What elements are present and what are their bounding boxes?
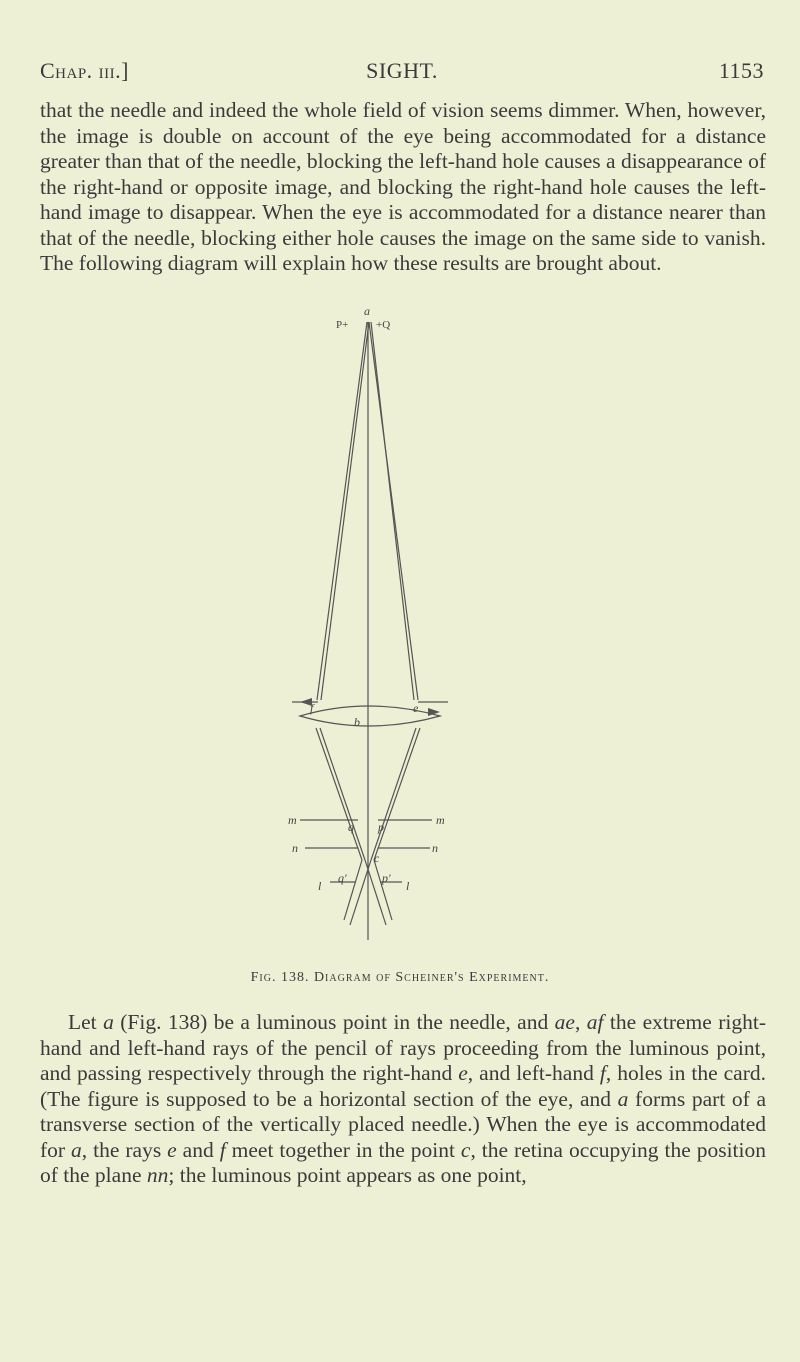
- text-span: , the retina occupying the position of the plane: [40, 1137, 766, 1187]
- ray-ae-outer: [369, 322, 418, 700]
- label-p-prime: p': [382, 871, 391, 885]
- text-span: ; the luminous point appears as one point,: [168, 1163, 527, 1187]
- text-span: and: [176, 1137, 220, 1162]
- label-q: q: [348, 820, 354, 834]
- italic-a: a: [103, 1010, 114, 1034]
- label-c: c: [374, 851, 380, 865]
- text-span: (Fig. 138) be a luminous point in the needle, and: [113, 1010, 555, 1034]
- text-span: , and left-hand: [467, 1061, 600, 1085]
- label-Q: +Q: [376, 319, 391, 331]
- text-span: , holes in the card. (The figure is supposed to be a horizontal section of the eye, and: [40, 1061, 767, 1111]
- label-n-right: n: [432, 841, 438, 855]
- lens: [300, 706, 440, 726]
- label-n-left: n: [292, 841, 298, 855]
- ray-ae-inner: [371, 322, 414, 700]
- italic-e: e: [167, 1137, 177, 1162]
- italic-ae: ae: [554, 1010, 575, 1034]
- label-f: f: [310, 701, 314, 715]
- page-number: 1153: [718, 58, 764, 83]
- italic-f: f: [599, 1061, 606, 1085]
- italic-c: c: [460, 1137, 471, 1162]
- text-span: Let: [68, 1010, 104, 1034]
- italic-nn: nn: [146, 1163, 169, 1187]
- ray-f-refracted-b: [316, 728, 362, 860]
- label-P: P+: [336, 319, 349, 331]
- diagram-svg: [0, 300, 800, 960]
- paragraph-1-text: that the needle and indeed the whole field of vision seems dimmer. When, however, the image is double on account of the eye being accommodated for a distance greater than that of the needle, blocking the left-hand hole causes a disappearance of the right-hand or opposite image, and blocking the right-hand hole causes the left-hand image to disappear. When the eye is accommodated for a distance nearer than that of the needle, blocking either hole causes the image on the same side to vanish. The following diagram will explain how these results are brought about.: [40, 98, 766, 275]
- label-l-left: l: [318, 879, 322, 893]
- ray-diverge-right-b: [374, 860, 392, 920]
- ray-af-outer: [317, 322, 367, 700]
- text-span: , the rays: [81, 1137, 168, 1162]
- italic-e: e: [458, 1061, 468, 1085]
- label-m-right: m: [436, 813, 445, 827]
- paragraph-1: [40, 98, 766, 277]
- ray-af-inner: [321, 322, 369, 700]
- paragraph-2-text: [40, 1010, 766, 1189]
- label-a: a: [364, 304, 370, 318]
- text-span: ,: [574, 1010, 587, 1034]
- label-l-right: l: [406, 879, 410, 893]
- label-b: b: [354, 715, 360, 729]
- ray-e-refracted-a: [371, 728, 416, 860]
- italic-f: f: [219, 1137, 226, 1162]
- text-span: the extreme right-hand and left-hand rays of the pencil of rays proceeding from the luminous point, and passing respectively through the right-hand: [40, 1010, 766, 1085]
- label-p: p: [378, 820, 384, 834]
- chapter-label: Chap. iii.]: [40, 58, 129, 83]
- scheiner-diagram: [0, 300, 800, 960]
- page-header: [40, 58, 764, 88]
- ray-f-refracted-a: [320, 728, 365, 860]
- paragraph-2: [40, 1010, 766, 1189]
- label-q-prime: q': [338, 871, 347, 885]
- ray-diverge-left-b: [344, 860, 362, 920]
- ray-e-refracted-b: [374, 728, 420, 860]
- label-e: e: [413, 701, 419, 715]
- figure-caption: Fig. 138. Diagram of Scheiner's Experiment.: [250, 970, 550, 985]
- italic-a: a: [71, 1137, 82, 1162]
- label-m-left: m: [288, 813, 297, 827]
- text-span: forms part of a transverse section of the vertically placed needle.) When the eye is accommodated for: [40, 1086, 766, 1162]
- italic-af: af: [586, 1010, 604, 1034]
- italic-a: a: [617, 1086, 629, 1111]
- running-title: SIGHT.: [366, 58, 438, 83]
- text-span: meet together in the point: [225, 1137, 461, 1162]
